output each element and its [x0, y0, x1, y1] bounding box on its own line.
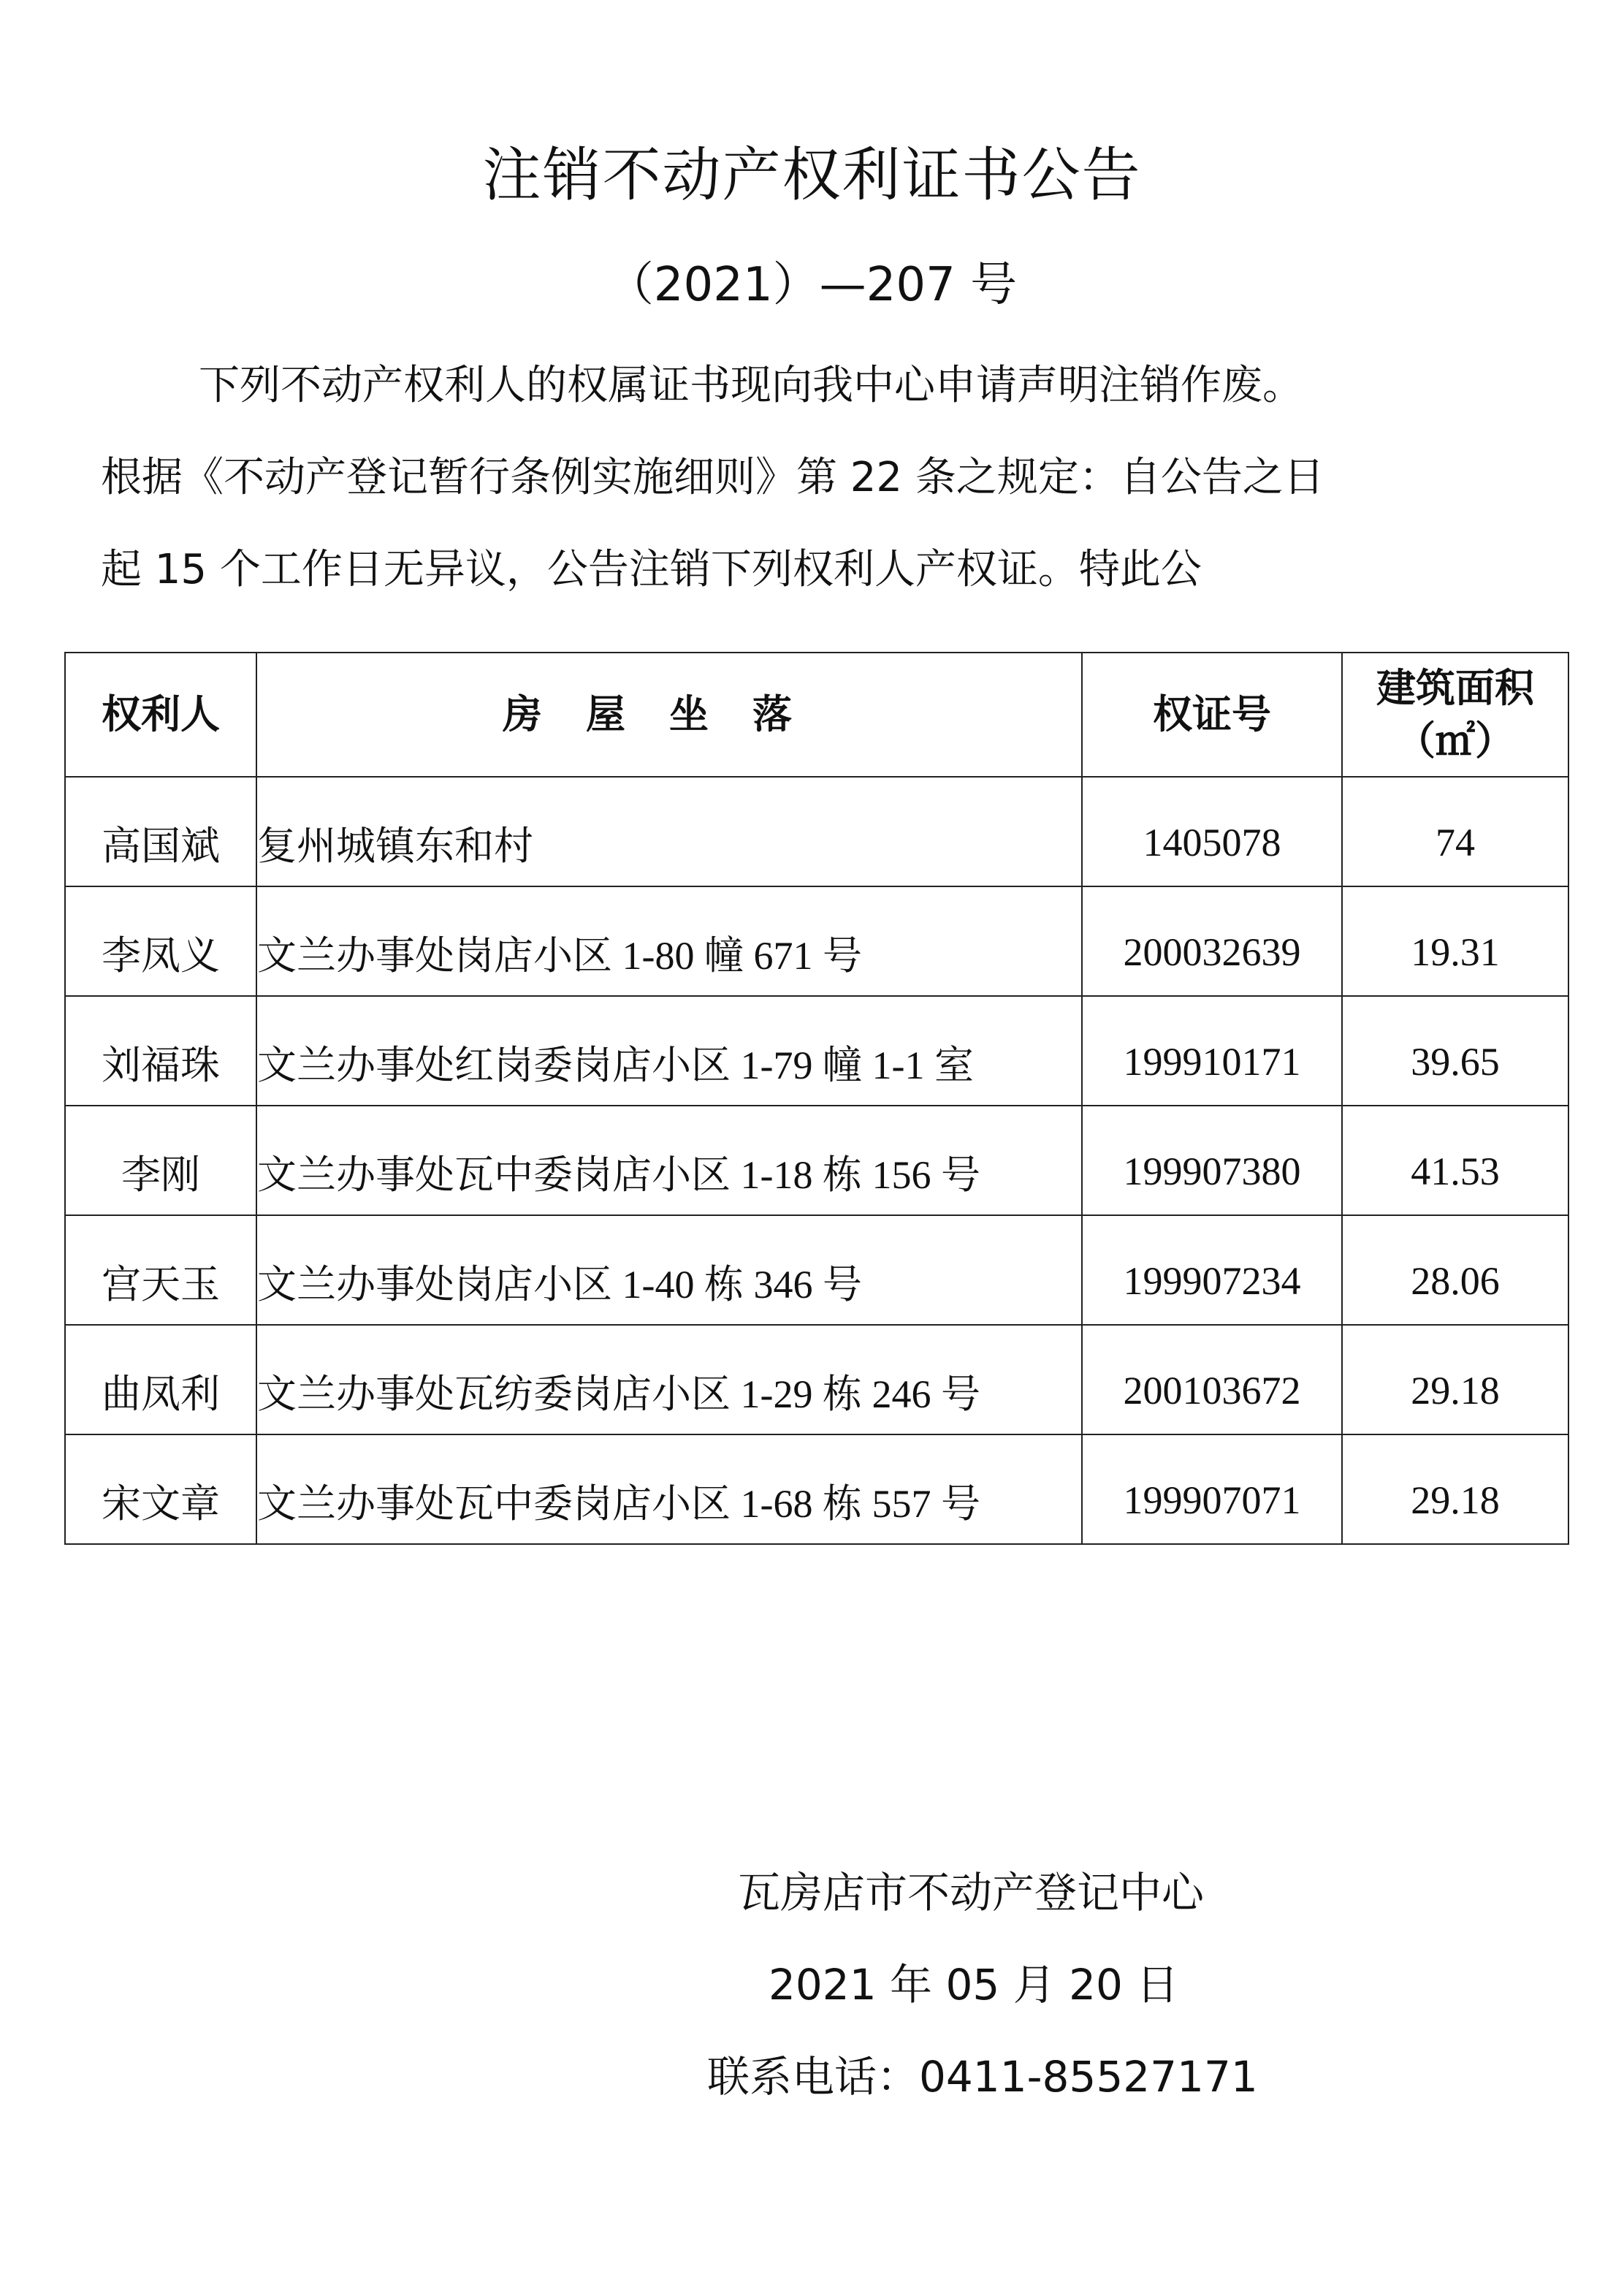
cell-area: 29.18 — [1342, 1434, 1568, 1544]
cell-certificate: 199907380 — [1082, 1106, 1342, 1215]
issuer-name: 瓦房店市不动产登记中心 — [738, 1868, 1205, 1917]
notice-paragraph-line-3: 起 15 个工作日无异议，公告注销下列权利人产权证。特此公 — [101, 546, 1202, 593]
notice-paragraph-line-2: 根据《不动产登记暂行条例实施细则》第 22 条之规定：自公告之日 — [101, 454, 1324, 501]
issue-date: 2021 年 05 月 20 日 — [769, 1960, 1179, 2010]
header-area-unit: （㎡） — [1396, 718, 1514, 764]
certificate-table — [64, 652, 1569, 1545]
table-header-row — [65, 653, 1568, 777]
table-body — [65, 777, 1568, 1544]
cell-area: 29.18 — [1342, 1325, 1568, 1434]
document-number: （2021）—207 号 — [606, 258, 1018, 312]
cell-certificate: 1405078 — [1082, 777, 1342, 886]
cell-holder: 曲凤利 — [65, 1325, 256, 1434]
header-area-label: 建筑面积 — [1376, 665, 1534, 711]
header-certificate: 权证号 — [1082, 653, 1342, 777]
cell-holder: 宋文章 — [65, 1434, 256, 1544]
cell-address: 文兰办事处红岗委岗店小区 1-79 幢 1-1 室 — [256, 996, 1082, 1106]
cell-certificate: 199907234 — [1082, 1215, 1342, 1325]
cell-address: 文兰办事处瓦纺委岗店小区 1-29 栋 246 号 — [256, 1325, 1082, 1434]
table-row — [65, 777, 1568, 886]
notice-paragraph-line-1: 下列不动产权利人的权属证书现向我中心申请声明注销作废。 — [199, 362, 1303, 409]
header-holder: 权利人 — [65, 653, 256, 777]
cell-address: 文兰办事处瓦中委岗店小区 1-68 栋 557 号 — [256, 1434, 1082, 1544]
cell-certificate: 199910171 — [1082, 996, 1342, 1106]
cell-certificate: 200103672 — [1082, 1325, 1342, 1434]
cell-address: 文兰办事处岗店小区 1-80 幢 671 号 — [256, 886, 1082, 996]
cell-area: 19.31 — [1342, 886, 1568, 996]
header-address — [256, 653, 1082, 777]
cell-address: 复州城镇东和村 — [256, 777, 1082, 886]
table-row — [65, 996, 1568, 1106]
cell-area: 74 — [1342, 777, 1568, 886]
contact-phone: 联系电话：0411-85527171 — [707, 2052, 1258, 2102]
cell-area: 41.53 — [1342, 1106, 1568, 1215]
table-row — [65, 1215, 1568, 1325]
cell-area: 28.06 — [1342, 1215, 1568, 1325]
cell-holder: 李刚 — [65, 1106, 256, 1215]
cell-holder: 宫天玉 — [65, 1215, 256, 1325]
cell-certificate: 199907071 — [1082, 1434, 1342, 1544]
cell-holder: 高国斌 — [65, 777, 256, 886]
cell-holder: 李凤义 — [65, 886, 256, 996]
table-row — [65, 1106, 1568, 1215]
cell-address: 文兰办事处瓦中委岗店小区 1-18 栋 156 号 — [256, 1106, 1082, 1215]
table-row — [65, 1325, 1568, 1434]
table-row — [65, 1434, 1568, 1544]
table-row — [65, 886, 1568, 996]
header-address-label: 房屋坐落 — [503, 691, 836, 737]
cell-certificate: 200032639 — [1082, 886, 1342, 996]
cell-address: 文兰办事处岗店小区 1-40 栋 346 号 — [256, 1215, 1082, 1325]
cell-holder: 刘福珠 — [65, 996, 256, 1106]
page-title: 注销不动产权利证书公告 — [482, 141, 1142, 209]
header-area — [1342, 653, 1568, 777]
cell-area: 39.65 — [1342, 996, 1568, 1106]
